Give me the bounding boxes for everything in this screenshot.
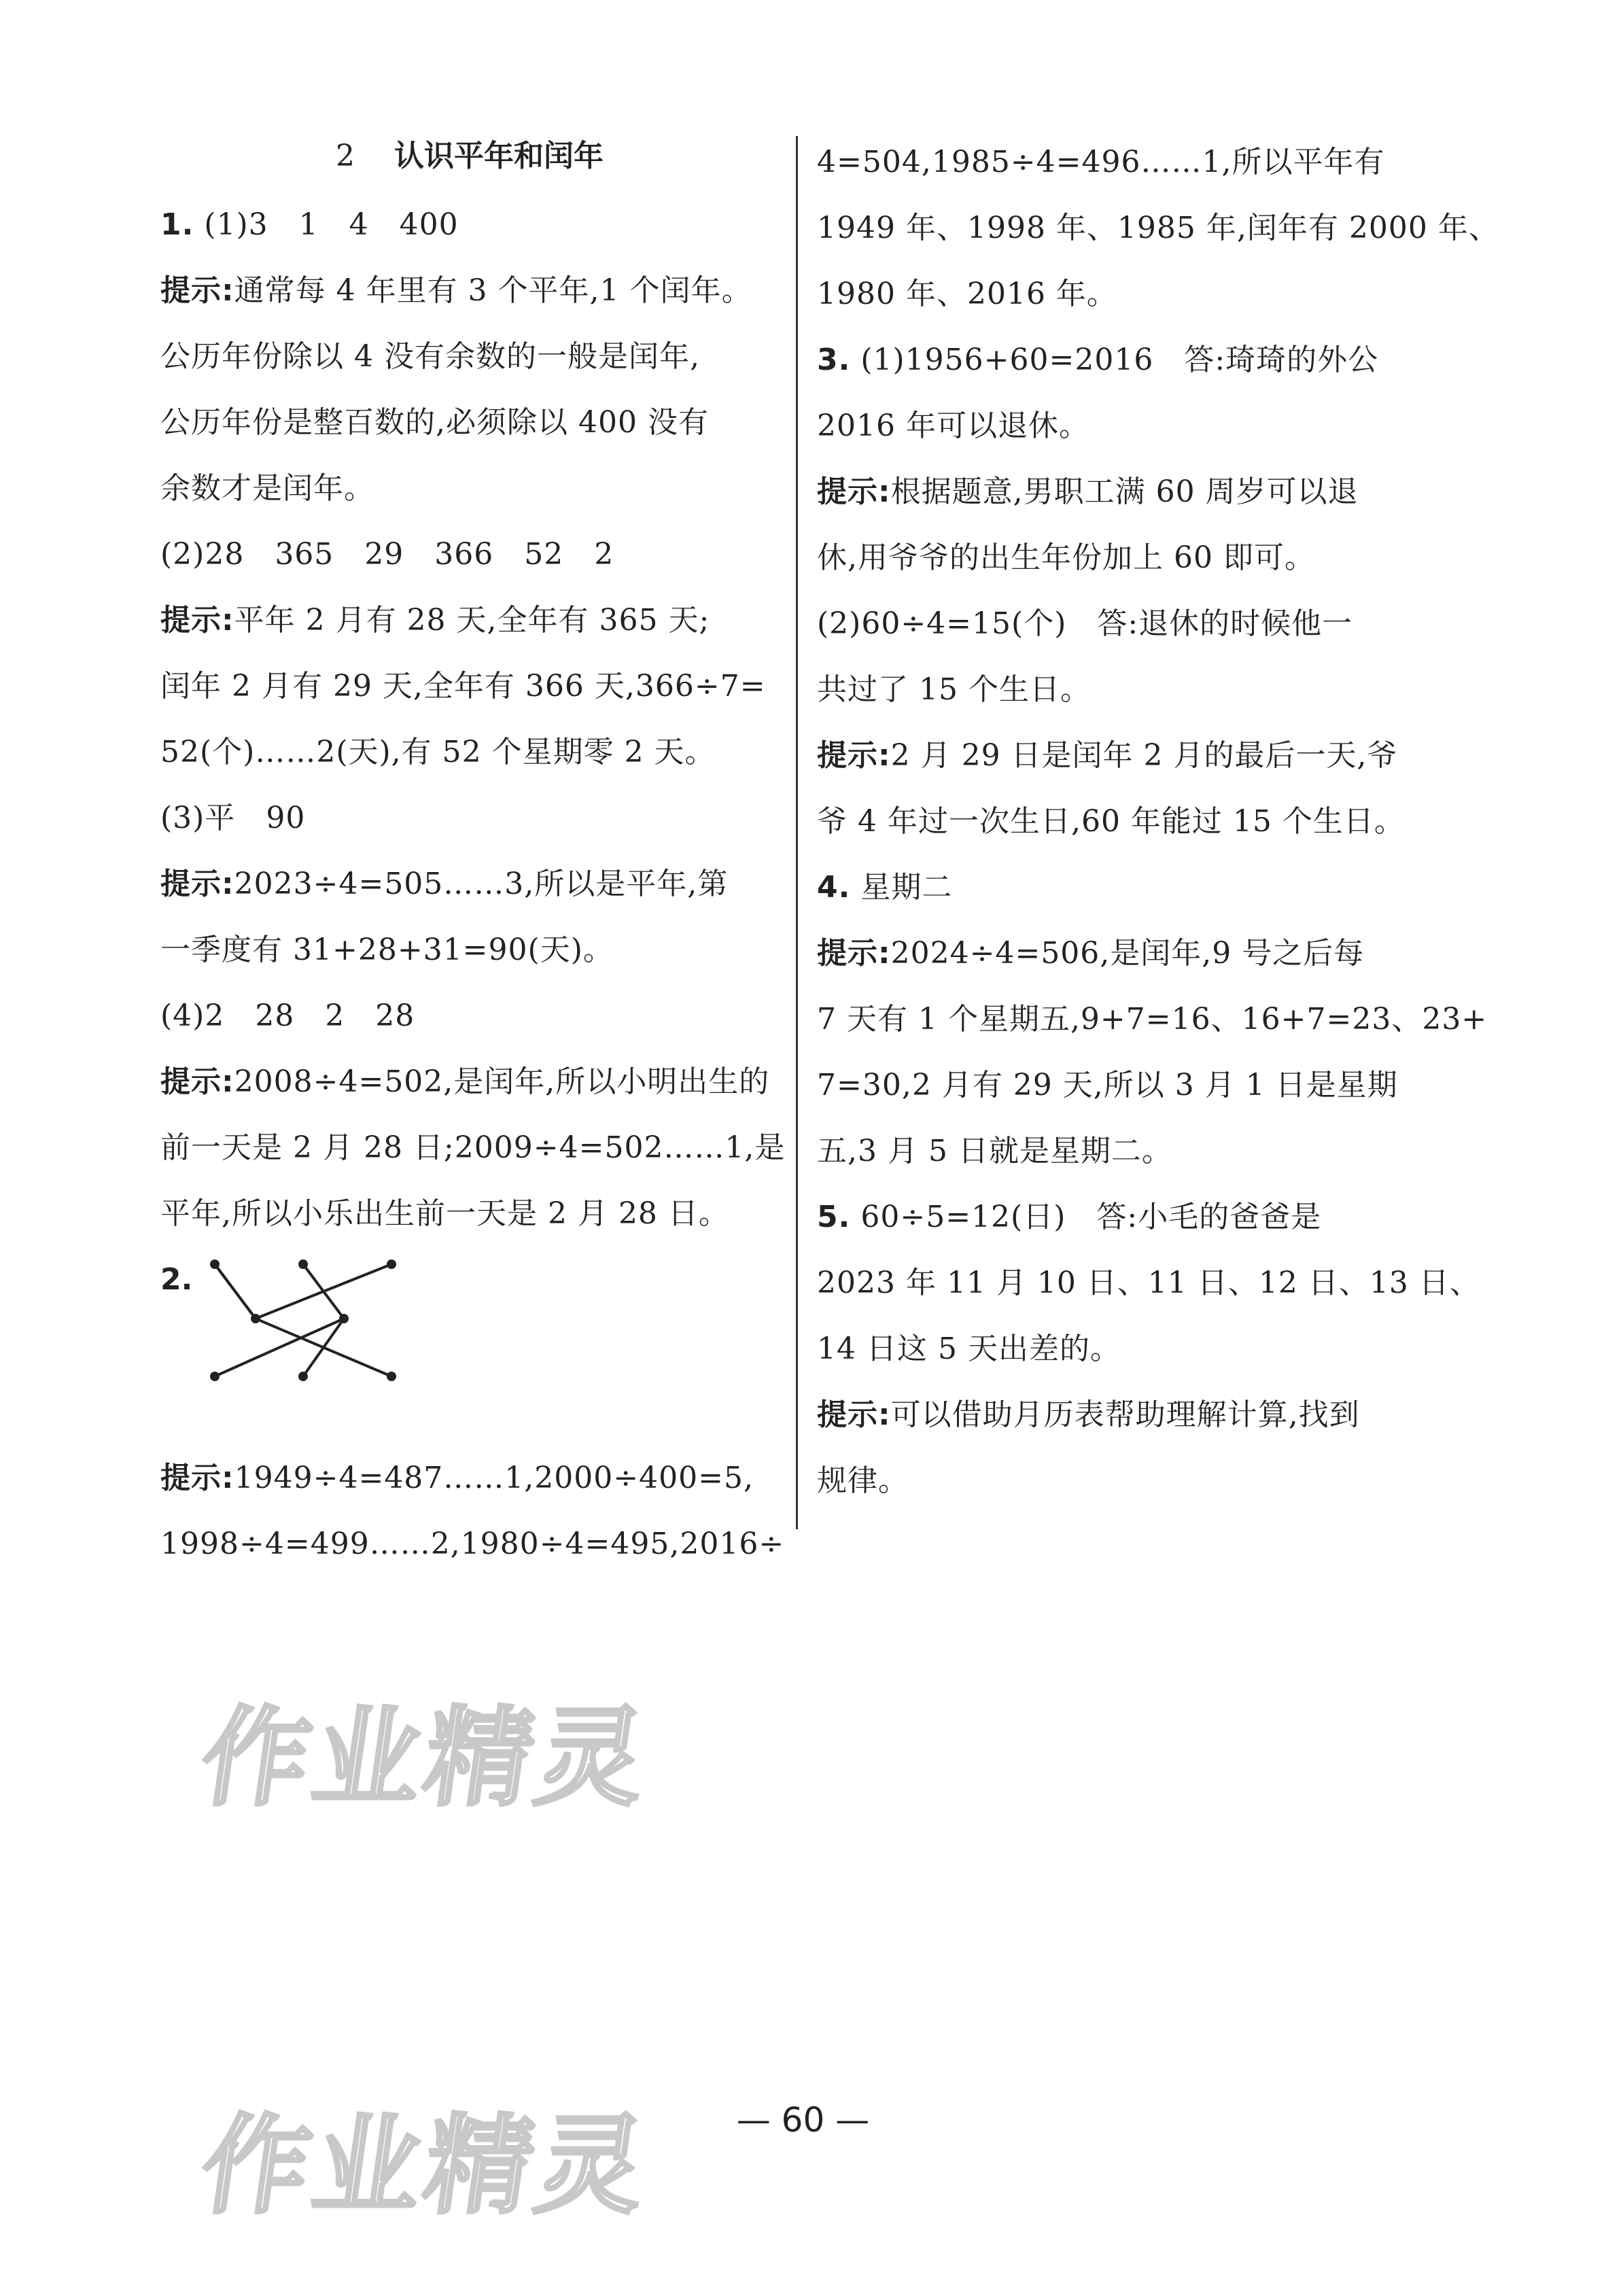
q4-answer: 4. 星期二 <box>817 870 953 905</box>
q5-label: 5. <box>817 1200 851 1234</box>
hint-line: 4=504,1985÷4=496……1,所以平年有 <box>817 145 1385 179</box>
hint-line: 1949 年、1998 年、1985 年,闰年有 2000 年、 <box>817 211 1499 245</box>
q5-answer: 5. 60÷5=12(日) 答:小毛的爸爸是 <box>817 1200 1322 1234</box>
q1-label: 1. <box>160 207 194 242</box>
left-column <box>160 129 786 1577</box>
hint-line: 公历年份除以 4 没有余数的一般是闰年, <box>160 339 700 374</box>
page-number: — 60 — <box>736 2100 870 2140</box>
column-divider <box>796 136 798 1529</box>
q2-matching-diagram <box>160 1247 779 1445</box>
q3-label: 3. <box>817 343 851 377</box>
q1-answer-3: (3)平 90 <box>160 801 306 835</box>
hint-label: 提示: <box>817 1397 891 1432</box>
hint-line: 爷 4 年过一次生日,60 年能过 15 个生日。 <box>817 804 1405 839</box>
hint-line: 7=30,2 月有 29 天,所以 3 月 1 日是星期 <box>817 1068 1398 1102</box>
hint-line: 提示:2008÷4=502,是闰年,所以小明出生的 <box>160 1064 770 1099</box>
hint-label: 提示: <box>160 1461 234 1495</box>
hint-line: 提示:2024÷4=506,是闰年,9 号之后每 <box>817 936 1365 971</box>
q5-answer-cont: 14 日这 5 天出差的。 <box>817 1332 1121 1366</box>
hint-line: 闰年 2 月有 29 天,全年有 366 天,366÷7= <box>160 669 766 703</box>
hint-line: 提示:1949÷4=487……1,2000÷400=5, <box>160 1461 754 1495</box>
hint-line: 提示:通常每 4 年里有 3 个平年,1 个闰年。 <box>160 273 752 308</box>
hint-line: 提示:平年 2 月有 28 天,全年有 365 天; <box>160 603 710 638</box>
q3-answer-2-cont: 共过了 15 个生日。 <box>817 672 1091 707</box>
right-column <box>817 129 1499 1514</box>
hint-line: 休,用爷爷的出生年份加上 60 即可。 <box>817 540 1315 575</box>
hint-label: 提示: <box>160 867 234 901</box>
q1-answer-2: (2)28 365 29 366 52 2 <box>160 537 614 572</box>
hint-label: 提示: <box>160 603 234 638</box>
hint-line: 五,3 月 5 日就是星期二。 <box>817 1134 1172 1168</box>
hint-line: 提示:2023÷4=505……3,所以是平年,第 <box>160 867 729 901</box>
watermark: 作业精灵 <box>194 1696 658 1821</box>
hint-line: 提示:可以借助月历表帮助理解计算,找到 <box>817 1397 1360 1432</box>
section-number: 2 <box>336 139 355 173</box>
hint-line: 规律。 <box>817 1463 909 1498</box>
hint-label: 提示: <box>817 738 891 773</box>
hint-line: 余数才是闰年。 <box>160 471 374 506</box>
watermark: 作业精灵 <box>194 2104 658 2229</box>
hint-line: 提示:2 月 29 日是闰年 2 月的最后一天,爷 <box>817 738 1398 773</box>
matching-lines-figure <box>208 1251 412 1421</box>
hint-label: 提示: <box>160 1064 234 1099</box>
q5-answer-cont: 2023 年 11 月 10 日、11 日、12 日、13 日、 <box>817 1266 1480 1300</box>
q1-answer-4: (4)2 28 2 28 <box>160 998 415 1033</box>
hint-line: 一季度有 31+28+31=90(天)。 <box>160 933 614 967</box>
hint-line: 平年,所以小乐出生前一天是 2 月 28 日。 <box>160 1196 729 1231</box>
q2-label: 2. <box>160 1262 193 1297</box>
hint-line: 前一天是 2 月 28 日;2009÷4=502……1,是 <box>160 1130 786 1165</box>
hint-line: 1980 年、2016 年。 <box>817 277 1117 311</box>
hint-line: 52(个)……2(天),有 52 个星期零 2 天。 <box>160 735 716 769</box>
hint-label: 提示: <box>817 474 891 509</box>
q1-answer-1: 1. (1)3 1 4 400 <box>160 207 459 242</box>
hint-line: 7 天有 1 个星期五,9+7=16、16+7=23、23+ <box>817 1002 1488 1037</box>
section-title <box>160 129 779 184</box>
q3-answer-1: 3. (1)1956+60=2016 答:琦琦的外公 <box>817 343 1379 377</box>
q3-answer-1-cont: 2016 年可以退休。 <box>817 408 1089 443</box>
section-title-text: 认识平年和闰年 <box>394 139 604 173</box>
hint-line: 公历年份是整百数的,必须除以 400 没有 <box>160 405 709 440</box>
hint-label: 提示: <box>817 936 891 971</box>
q4-label: 4. <box>817 870 851 905</box>
hint-line: 提示:根据题意,男职工满 60 周岁可以退 <box>817 474 1359 509</box>
hint-label: 提示: <box>160 273 234 308</box>
q3-answer-2: (2)60÷4=15(个) 答:退休的时候他一 <box>817 606 1353 641</box>
hint-line: 1998÷4=499……2,1980÷4=495,2016÷ <box>160 1527 785 1561</box>
